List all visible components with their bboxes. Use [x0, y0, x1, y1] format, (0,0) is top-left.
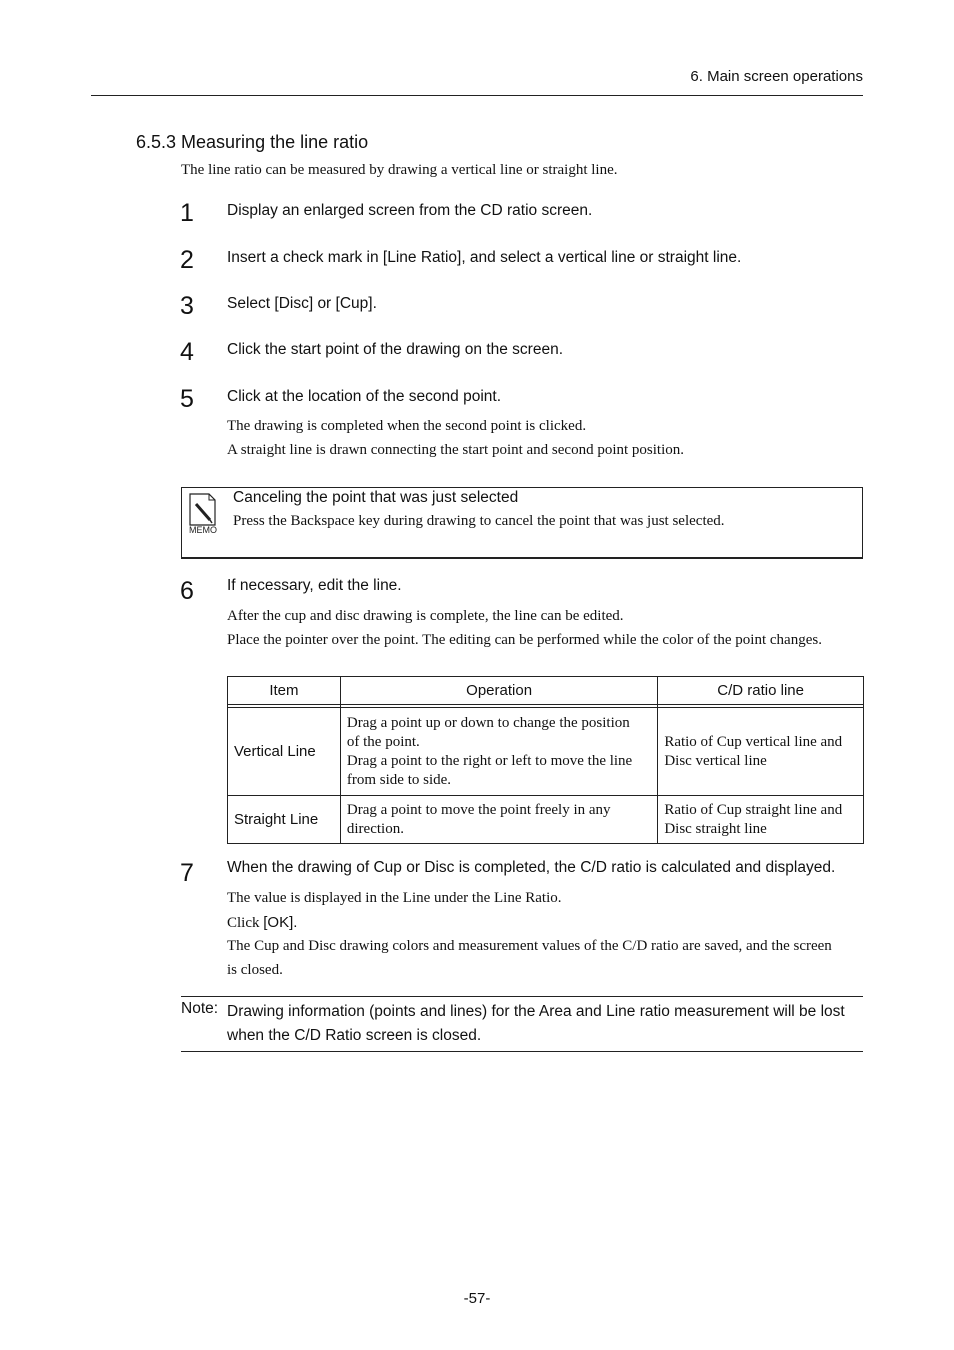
- step-5-body-line-1: The drawing is completed when the second point is clicked.: [227, 418, 587, 434]
- section-intro: The line ratio can be measured by drawing a vertical line or straight line.: [181, 162, 618, 178]
- running-header: 6. Main screen operations: [690, 68, 863, 85]
- note-text: Drawing information (points and lines) for the Area and Line ratio measurement will be lost when the C/D Ratio screen is closed.: [227, 1003, 845, 1044]
- step-number-3: 3: [180, 292, 194, 320]
- step-number-2: 2: [180, 246, 194, 274]
- header-rule: [91, 95, 863, 96]
- step-text-3: Select [Disc] or [Cup].: [227, 295, 377, 312]
- note-rule-top: [181, 996, 863, 997]
- step-text-4: Click the start point of the drawing on the screen.: [227, 341, 564, 358]
- step-text-2: Insert a check mark in [Line Ratio], and select a vertical line or straight line.: [227, 249, 742, 266]
- step-text-6: If necessary, edit the line.: [227, 577, 402, 594]
- step-7-body-line-2: [227, 914, 297, 932]
- page-number: -57-: [463, 1290, 491, 1307]
- table-cell-cd-ratio-line: [658, 796, 864, 844]
- table-cell-item: Straight Line: [228, 796, 341, 844]
- ok-button-reference: [OK].: [263, 914, 298, 931]
- table-row: [228, 708, 864, 796]
- memo-text: Press the Backspace key during drawing to cancel the point that was just selected.: [233, 513, 725, 529]
- cd-ratio-line-text: Disc straight line: [664, 820, 767, 837]
- table-header-item: Item: [228, 677, 341, 705]
- click-word: Click: [227, 915, 260, 931]
- step-number-6: 6: [180, 577, 194, 605]
- memo-icon-label: MEMO: [189, 525, 217, 535]
- cd-ratio-line-text: Ratio of Cup straight line and: [664, 801, 843, 818]
- operation-line: direction.: [346, 820, 404, 837]
- line-operations-table: [227, 676, 864, 844]
- memo-pencil-icon: [187, 491, 219, 535]
- step-text-7: When the drawing of Cup or Disc is completed, the C/D ratio is calculated and displayed.: [227, 859, 836, 876]
- step-number-7: 7: [180, 859, 194, 887]
- table-cell-operation: [340, 708, 657, 796]
- operation-line: of the point.: [346, 733, 420, 750]
- memo-title: Canceling the point that was just selected: [233, 489, 519, 506]
- step-number-4: 4: [180, 338, 194, 366]
- step-6-body-line-1: After the cup and disc drawing is complete, the line can be edited.: [227, 608, 624, 624]
- operation-line: Drag a point to the right or left to move the line: [346, 752, 633, 769]
- table-header-row: [228, 677, 864, 705]
- section-title: 6.5.3 Measuring the line ratio: [136, 132, 369, 152]
- step-6-body-line-2: Place the pointer over the point. The editing can be performed while the color of the point changes.: [227, 632, 822, 648]
- table-cell-cd-ratio-line: [658, 708, 864, 796]
- cd-ratio-line-text: Ratio of Cup vertical line and: [664, 733, 843, 750]
- table-cell-operation: [340, 796, 657, 844]
- step-7-body-line-1: The value is displayed in the Line under the Line Ratio.: [227, 890, 562, 906]
- step-number-5: 5: [180, 385, 194, 413]
- step-7-body-line-3: The Cup and Disc drawing colors and measurement values of the C/D ratio are saved, and the screen: [227, 938, 832, 954]
- step-text-5: Click at the location of the second point.: [227, 388, 501, 405]
- note-label: Note:: [181, 1000, 219, 1017]
- operation-line: from side to side.: [346, 771, 452, 788]
- table-row: [228, 796, 864, 844]
- operation-line: Drag a point up or down to change the position: [346, 714, 630, 731]
- table-header-operation: Operation: [340, 677, 657, 705]
- operation-line: Drag a point to move the point freely in any: [346, 801, 611, 818]
- step-number-1: 1: [180, 199, 194, 227]
- step-7-body-line-4: is closed.: [227, 962, 283, 978]
- cd-ratio-line-text: Disc vertical line: [664, 752, 767, 769]
- table-header-cd-ratio-line: C/D ratio line: [658, 677, 864, 705]
- note-rule-bottom: [181, 1051, 863, 1052]
- table-cell-item: Vertical Line: [228, 708, 341, 796]
- step-text-1: Display an enlarged screen from the CD ratio screen.: [227, 202, 593, 219]
- step-5-body-line-2: A straight line is drawn connecting the start point and second point position.: [227, 442, 685, 458]
